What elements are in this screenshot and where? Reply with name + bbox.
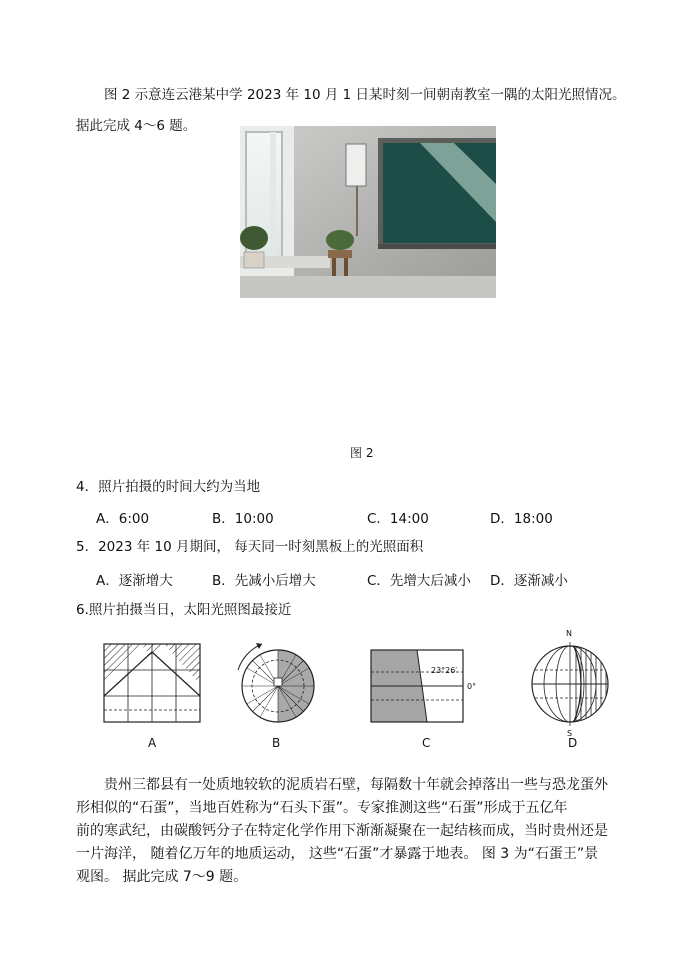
sunlight-figure-b[interactable] (232, 640, 324, 732)
figure-d-label: D (568, 736, 578, 750)
q5-option-d[interactable]: D．逐渐减小 (490, 573, 568, 589)
q6-stem: 6.照片拍摄当日，太阳光照图最接近 (76, 602, 292, 618)
passage-line-1: 贵州三都县有一处质地较软的泥质岩石壁，每隔数十年就会掉落出一些与恐龙蛋外 (104, 777, 608, 793)
sunlight-figure-d[interactable] (524, 638, 616, 730)
q4-option-c[interactable]: C．14:00 (367, 511, 429, 527)
passage-line-4: 一片海洋， 随着亿万年的地质运动， 这些“石蛋”才暴露于地表。 图 3 为“石蛋王”景 (76, 846, 599, 862)
q5-stem: 5．2023 年 10 月期间， 每天同一时刻黑板上的光照面积 (76, 539, 424, 555)
q5-option-c[interactable]: C．先增大后减小 (367, 573, 471, 589)
figure-a-label: A (148, 736, 157, 750)
figure-c-equator-label: 0° (467, 682, 477, 691)
classroom-photo (240, 126, 496, 298)
q4-option-b[interactable]: B．10:00 (212, 511, 274, 527)
figure-c-label: C (422, 736, 431, 750)
intro-line-1: 图 2 示意连云港某中学 2023 年 10 月 1 日某时刻一间朝南教室一隅的太阳光照情况。 (104, 87, 626, 103)
sunlight-figure-a[interactable] (104, 644, 200, 722)
figure-d-south-label: S (567, 729, 573, 738)
passage-line-5: 观图。 据此完成 7～9 题。 (76, 869, 248, 885)
figure-b-label: B (272, 736, 281, 750)
q5-option-a[interactable]: A．逐渐增大 (96, 573, 173, 589)
q4-option-a[interactable]: A．6:00 (96, 511, 150, 527)
intro-line-2: 据此完成 4～6 题。 (76, 118, 197, 134)
passage-line-2: 形相似的“石蛋”，当地百姓称为“石头下蛋”。专家推测这些“石蛋”形成于五亿年 (76, 800, 568, 816)
passage-line-3: 前的寒武纪，由碳酸钙分子在特定化学作用下渐渐凝聚在一起结核而成，当时贵州还是 (76, 823, 608, 839)
figure-c-latitude-label: 23°26′ (431, 666, 458, 675)
figure-d-north-label: N (566, 629, 572, 638)
q4-option-d[interactable]: D．18:00 (490, 511, 553, 527)
figure-2-caption: 图 2 (350, 446, 374, 460)
q5-option-b[interactable]: B．先减小后增大 (212, 573, 316, 589)
q4-stem: 4．照片拍摄的时间大约为当地 (76, 479, 261, 495)
